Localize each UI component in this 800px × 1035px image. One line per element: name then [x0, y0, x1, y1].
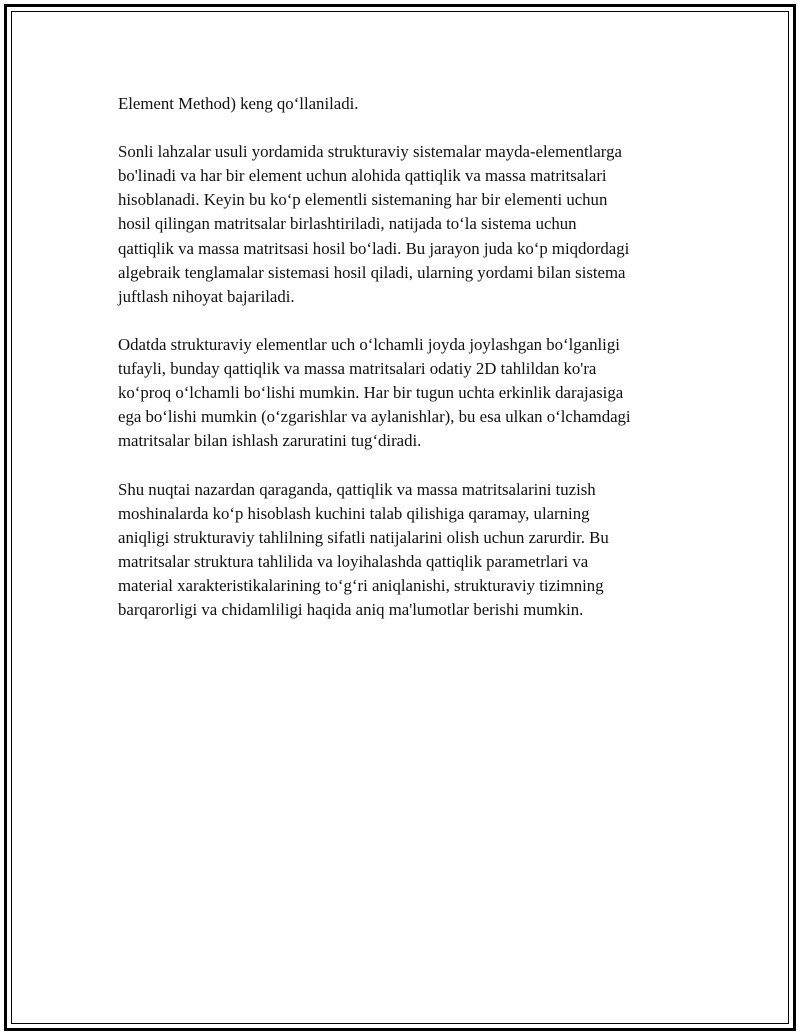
text-line: Sonli lahzalar usuli yordamida strukturaviy sistemalar mayda-elementlarga [118, 142, 622, 162]
text-line: algebraik tenglamalar sistemasi hosil qiladi, ularning yordami bilan sistema [118, 262, 626, 282]
paragraph-1 [118, 92, 693, 116]
text-line: ega bo‘lishi mumkin (o‘zgarishlar va aylanishlar), bu esa ulkan o‘lchamdagi [118, 407, 631, 427]
text-line: barqarorligi va chidamliligi haqida aniq ma'lumotlar berishi mumkin. [118, 599, 584, 619]
text-line: Element Method) keng qo‘llaniladi. [118, 94, 359, 113]
text-line: juftlash nihoyat bajariladi. [118, 286, 295, 306]
paragraph-4 [118, 478, 693, 623]
text-line: moshinalarda ko‘p hisoblash kuchini talab qilishiga qaramay, ularning [118, 503, 590, 523]
text-line: Odatda strukturaviy elementlar uch o‘lchamli joyda joylashgan bo‘lganligi [118, 334, 620, 354]
paragraph-2 [118, 140, 693, 309]
text-line: material xarakteristikalarining to‘g‘ri aniqlanishi, strukturaviy tizimning [118, 575, 604, 595]
text-line: qattiqlik va massa matritsasi hosil bo‘ladi. Bu jarayon juda ko‘p miqdordagi [118, 238, 630, 258]
text-line: ko‘proq o‘lchamli bo‘lishi mumkin. Har bir tugun uchta erkinlik darajasiga [118, 383, 624, 403]
text-line: aniqligi strukturaviy tahlilning sifatli natijalarini olish uchun zarurdir. Bu [118, 527, 609, 547]
paragraph-3 [118, 333, 693, 453]
text-line: tufayli, bunday qattiqlik va massa matritsalari odatiy 2D tahlildan ko'ra [118, 359, 597, 379]
text-line: bo'linadi va har bir element uchun alohida qattiqlik va massa matritsalari [118, 166, 607, 186]
text-line: hisoblanadi. Keyin bu ko‘p elementli sistemaning har bir elementi uchun [118, 190, 608, 210]
text-line: hosil qilingan matritsalar birlashtiriladi, natijada to‘la sistema uchun [118, 214, 577, 234]
document-body [118, 92, 693, 646]
text-line: matritsalar bilan ishlash zaruratini tug‘diradi. [118, 431, 422, 451]
text-line: matritsalar struktura tahlilida va loyihalashda qattiqlik parametrlari va [118, 551, 589, 571]
text-line: Shu nuqtai nazardan qaraganda, qattiqlik va massa matritsalarini tuzish [118, 479, 596, 499]
